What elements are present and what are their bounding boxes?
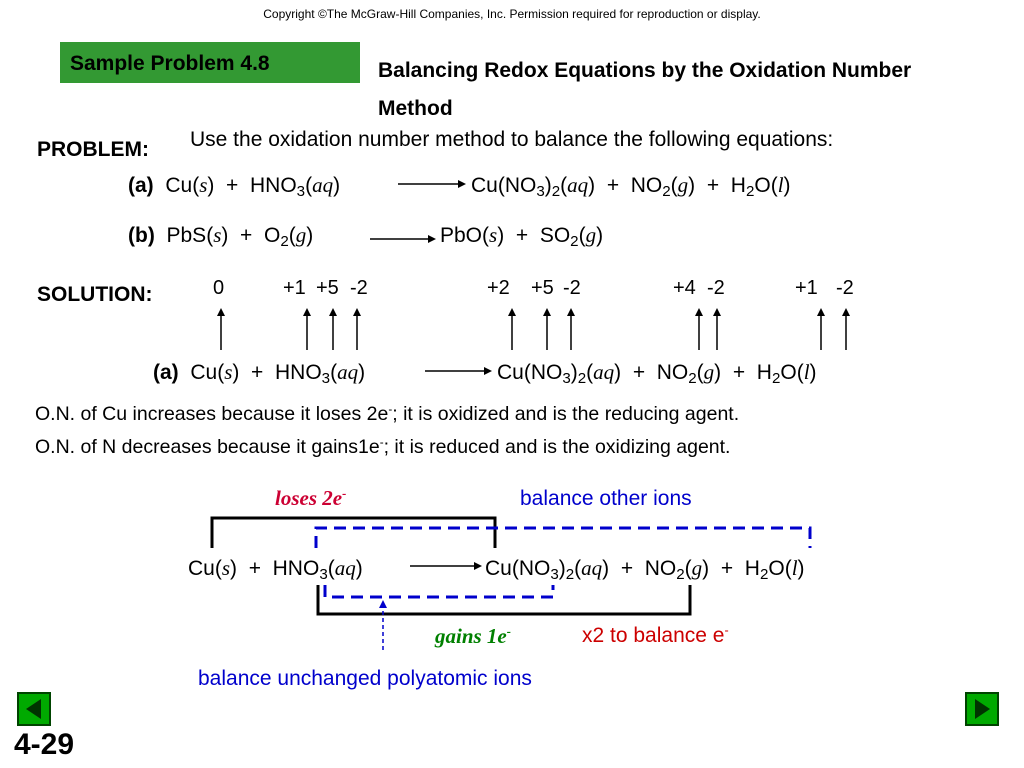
- equation-a-solution-products: $Cu(NO_3)_2(aq) + NO_2(g) + H_2O(l)$: [497, 360, 817, 388]
- equation-label: (a): [128, 174, 154, 197]
- copyright-notice: Copyright ©The McGraw-Hill Companies, Inc. Permission required for reproduction or display.: [263, 7, 761, 21]
- on-h2o-h: +1: [795, 277, 818, 299]
- equation-label: (a): [153, 361, 179, 384]
- triangle-left-icon: [19, 694, 49, 724]
- on-hno3-o: -2: [350, 277, 368, 299]
- n-explanation: O.N. of N decreases because it gains1e-; it is reduced and is the oxidizing agent.: [35, 435, 731, 458]
- previous-slide-button[interactable]: [17, 692, 51, 726]
- cu-explanation: O.N. of Cu increases because it loses 2e-; it is oxidized and is the reducing agent.: [35, 402, 740, 425]
- next-slide-button[interactable]: [965, 692, 999, 726]
- balance-other-ions-bracket: [316, 528, 810, 548]
- on-cuno3-n: +5: [531, 277, 554, 299]
- on-h2o-o: -2: [836, 277, 854, 299]
- problem-label: PROBLEM:: [37, 138, 149, 161]
- on-cuno3-cu: +2: [487, 277, 510, 299]
- oxidation-number-arrows: [221, 312, 846, 350]
- on-cuno3-o: -2: [563, 277, 581, 299]
- loses-electrons-label: loses 2e-: [275, 486, 347, 510]
- gains-electrons-bracket: [318, 585, 690, 614]
- equation-a-problem: (a) $Cu(s) + HNO_3(aq)$: [128, 173, 341, 201]
- on-cu: 0: [213, 277, 225, 299]
- equation-b-reactants: (b) $PbS(s) + O_2(g)$: [128, 223, 314, 251]
- unchanged-ions-bracket: [325, 585, 553, 597]
- balance-unchanged-label: balance unchanged polyatomic ions: [198, 667, 532, 690]
- balanced-equation-products: $Cu(NO_3)_2(aq) + NO_2(g) + H_2O(l)$: [485, 556, 805, 584]
- triangle-right-icon: [967, 694, 997, 724]
- problem-statement: Use the oxidation number method to balance the following equations:: [190, 128, 834, 151]
- equation-a-products: $Cu(NO_3)_2(aq) + NO_2(g) + H_2O(l)$: [471, 173, 791, 201]
- equation-b-products: $PbO(s) + SO_2(g)$: [440, 223, 604, 251]
- balanced-equation-reactants: $Cu(s) + HNO_3(aq)$: [188, 556, 363, 584]
- sample-problem-label: Sample Problem 4.8: [70, 52, 270, 75]
- gains-electrons-label: gains 1e-: [435, 624, 511, 648]
- slide-number: 4-29: [14, 728, 75, 761]
- x2-balance-label: x2 to balance e-: [582, 623, 729, 647]
- equation-a-solution-reactants: (a) $Cu(s) + HNO_3(aq)$: [153, 360, 366, 388]
- balance-other-ions-label: balance other ions: [520, 487, 692, 510]
- on-hno3-n: +5: [316, 277, 339, 299]
- solution-label: SOLUTION:: [37, 283, 153, 306]
- slide-title: Balancing Redox Equations by the Oxidation Number Method: [378, 59, 912, 120]
- loses-electrons-bracket: [212, 518, 495, 548]
- equation-label: (b): [128, 224, 155, 247]
- on-no2-n: +4: [673, 277, 696, 299]
- on-no2-o: -2: [707, 277, 725, 299]
- on-hno3-h: +1: [283, 277, 306, 299]
